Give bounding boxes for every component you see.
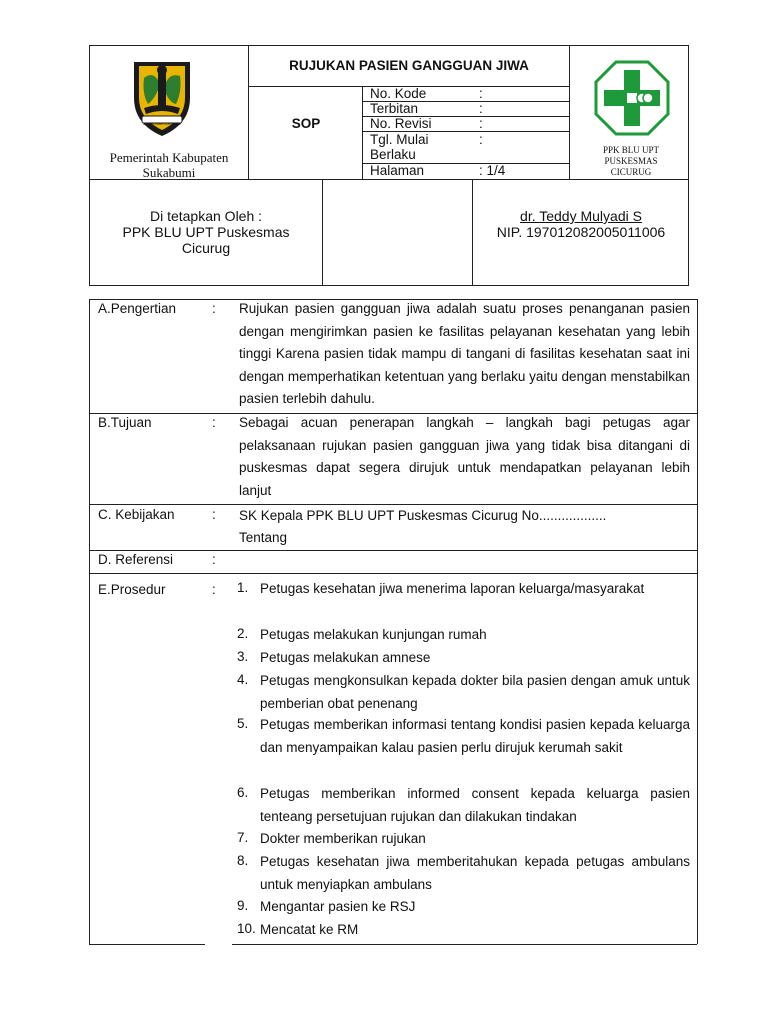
section-text-tujuan: Sebagai acuan penerapan langkah – langkah bagi petugas agar pelaksanaan rujukan pasien gangguan jiwa yang tidak bisa ditangani di puskesmas dapat segera dirujuk untuk mendapatkan pelayanan lebih lanjut: [239, 415, 690, 498]
step-number: 1.: [237, 580, 249, 595]
meta-label: Halaman: [370, 163, 425, 178]
meta-label: No. Kode: [370, 86, 427, 101]
content-border-bottom: [232, 944, 697, 945]
step-text: Mencatat ke RM: [260, 922, 359, 937]
signer-name: dr. Teddy Mulyadi S: [520, 208, 642, 224]
meta-value: : 1/4: [479, 163, 506, 178]
meta-value: :: [479, 86, 483, 101]
step-number: 7.: [237, 830, 249, 845]
set-by-line1: Di tetapkan Oleh :: [149, 208, 263, 224]
section-colon: :: [212, 582, 216, 597]
section-label-kebijakan: C. Kebijakan: [98, 507, 175, 522]
section-text-pengertian: Rujukan pasien gangguan jiwa adalah suatu proses penanganan pasien dengan mengirimkan pasien ke fasilitas pelayanan kesehatan yang lebih tinggi Karena pasien tidak mampu di tangani di fasilitas kesehatan saat ini dengan memperhatikan ketentuan yang berlaku yaitu dengan menstabilkan pasien terlebih dahulu.: [239, 301, 690, 406]
step-text: Mengantar pasien ke RSJ: [260, 899, 416, 914]
puskesmas-logo-icon: [594, 60, 670, 136]
meta-label: No. Revisi: [370, 116, 432, 131]
step-number: 10.: [237, 921, 256, 936]
step-number: 8.: [237, 853, 249, 868]
meta-value: :: [479, 116, 483, 131]
step-number: 3.: [237, 649, 249, 664]
content-border-right: [697, 299, 698, 944]
section-divider: [89, 573, 697, 574]
document-title: RUJUKAN PASIEN GANGGUAN JIWA: [289, 58, 529, 73]
step-text: Petugas kesehatan jiwa menerima laporan keluarga/masyarakat: [260, 581, 645, 596]
approval-divider: [472, 179, 473, 286]
section-colon: :: [212, 415, 216, 430]
meta-label: Tgl. Mulai Berlaku: [370, 132, 429, 162]
step-number: 9.: [237, 898, 249, 913]
section-colon: :: [212, 301, 216, 316]
set-by-line2: PPK BLU UPT Puskesmas Cicurug: [122, 224, 290, 256]
meta-value: :: [479, 132, 483, 147]
org-name: Pemerintah Kabupaten Sukabumi: [109, 150, 229, 180]
section-label-pengertian: A.Pengertian: [98, 301, 177, 316]
section-colon: :: [212, 552, 216, 567]
step-text: Petugas melakukan kunjungan rumah: [260, 627, 487, 642]
emblem-banner-text: GEMAH RIPAH LOH JINAWI: [142, 122, 182, 126]
step-number: 2.: [237, 626, 249, 641]
step-number: 4.: [237, 672, 249, 687]
section-label-tujuan: B.Tujuan: [98, 415, 152, 430]
signer-nip: NIP. 197012082005011006: [496, 224, 666, 240]
puskesmas-logo-text: PPK BLU UPT PUSKESMAS CICURUG: [602, 145, 659, 177]
meta-label: Terbitan: [370, 101, 419, 116]
header-divider: [569, 45, 570, 180]
meta-value: :: [479, 101, 483, 116]
step-text: Petugas kesehatan jiwa memberitahukan kepada petugas ambulans untuk menyiapkan ambulans: [260, 854, 690, 892]
step-number: 6.: [237, 785, 249, 800]
step-text: Petugas memberikan informasi tentang kondisi pasien kepada keluarga dan menyampaikan kalau pasien perlu dirujuk kerumah sakit: [260, 717, 690, 755]
step-text: Petugas memberikan informed consent kepada keluarga pasien tenteang persetujuan rujukan dan dilakukan tindakan: [260, 786, 690, 824]
step-text: Petugas mengkonsulkan kepada dokter bila pasien dengan amuk untuk pemberian obat penenang: [260, 673, 690, 711]
section-colon: :: [212, 507, 216, 522]
header-divider: [248, 45, 249, 180]
content-border-bottom: [89, 944, 205, 945]
kebijakan-line2: Tentang: [239, 530, 288, 545]
section-divider: [89, 550, 697, 551]
step-number: 5.: [237, 716, 249, 731]
regency-emblem-icon: [130, 58, 194, 138]
kebijakan-line1: SK Kepala PPK BLU UPT Puskesmas Cicurug No..................: [239, 508, 607, 523]
step-text: Dokter memberikan rujukan: [260, 831, 426, 846]
section-label-prosedur: E.Prosedur: [98, 582, 166, 597]
approval-divider: [322, 179, 323, 286]
section-label-referensi: D. Referensi: [98, 552, 174, 567]
step-text: Petugas melakukan amnese: [260, 650, 431, 665]
sop-label: SOP: [291, 116, 321, 131]
content-border-left: [89, 299, 90, 944]
